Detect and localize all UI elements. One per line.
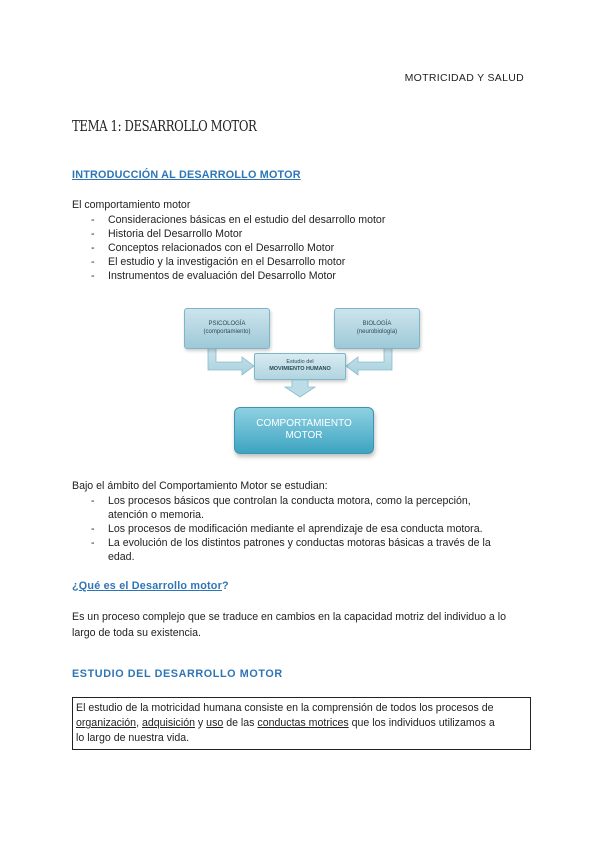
comportamiento-motor-box: COMPORTAMIENTO MOTOR [234, 407, 374, 454]
organizacion-term: organización [76, 717, 137, 729]
biologia-box: BIOLOGÍA (neurobiología) [334, 308, 420, 349]
intro-section [72, 198, 385, 283]
ambito-lead: Bajo el ámbito del Comportamiento Motor se estudian: [72, 480, 328, 492]
list-item: - La evolución de los distintos patrones y conductas motoras básicas a través de la edad. [72, 536, 491, 564]
que-es-link[interactable]: Qué es el Desarrollo motor [78, 580, 222, 592]
ambito-section [72, 479, 491, 564]
running-header: MOTRICIDAD Y SALUD [404, 72, 524, 84]
motor-behavior-diagram [178, 299, 422, 459]
list-item: - Consideraciones básicas en el estudio del desarrollo motor [72, 213, 385, 227]
list-item: - Conceptos relacionados con el Desarrollo Motor [72, 241, 385, 255]
list-item: - Instrumentos de evaluación del Desarrollo Motor [72, 269, 385, 283]
intro-list [72, 213, 385, 283]
conductas-motrices-term: conductas motrices [257, 717, 349, 729]
adquisicion-term: adquisición [141, 717, 195, 729]
page-title: TEMA 1: DESARROLLO MOTOR [72, 117, 257, 135]
estudio-definition-box: El estudio de la motricidad humana consiste en la comprensión de todos los procesos de organización, adquisición y uso de las conductas motrices que los individuos utilizamos a lo largo de nuestra vida. [72, 697, 531, 750]
intro-lead: El comportamiento motor [72, 199, 191, 211]
list-item: - Historia del Desarrollo Motor [72, 227, 385, 241]
intro-heading: INTRODUCCIÓN AL DESARROLLO MOTOR [72, 169, 301, 181]
ambito-list [72, 494, 491, 564]
que-es-heading: ¿Qué es el Desarrollo motor? [72, 580, 229, 592]
list-item: - El estudio y la investigación en el Desarrollo motor [72, 255, 385, 269]
estudio-heading: ESTUDIO DEL DESARROLLO MOTOR [72, 668, 283, 680]
list-item: - Los procesos de modificación mediante el aprendizaje de esa conducta motora. [72, 522, 491, 536]
movimiento-humano-box: Estudio del MOVIMIENTO HUMANO [254, 353, 346, 380]
que-es-paragraph: Es un proceso complejo que se traduce en cambios en la capacidad motriz del individuo a lo largo de toda su existencia. [72, 611, 507, 639]
uso-term: uso [206, 717, 224, 729]
psicologia-box: PSICOLOGÍA (comportamiento) [184, 308, 270, 349]
list-item: - Los procesos básicos que controlan la conducta motora, como la percepción, atención o memoria. [72, 494, 491, 522]
